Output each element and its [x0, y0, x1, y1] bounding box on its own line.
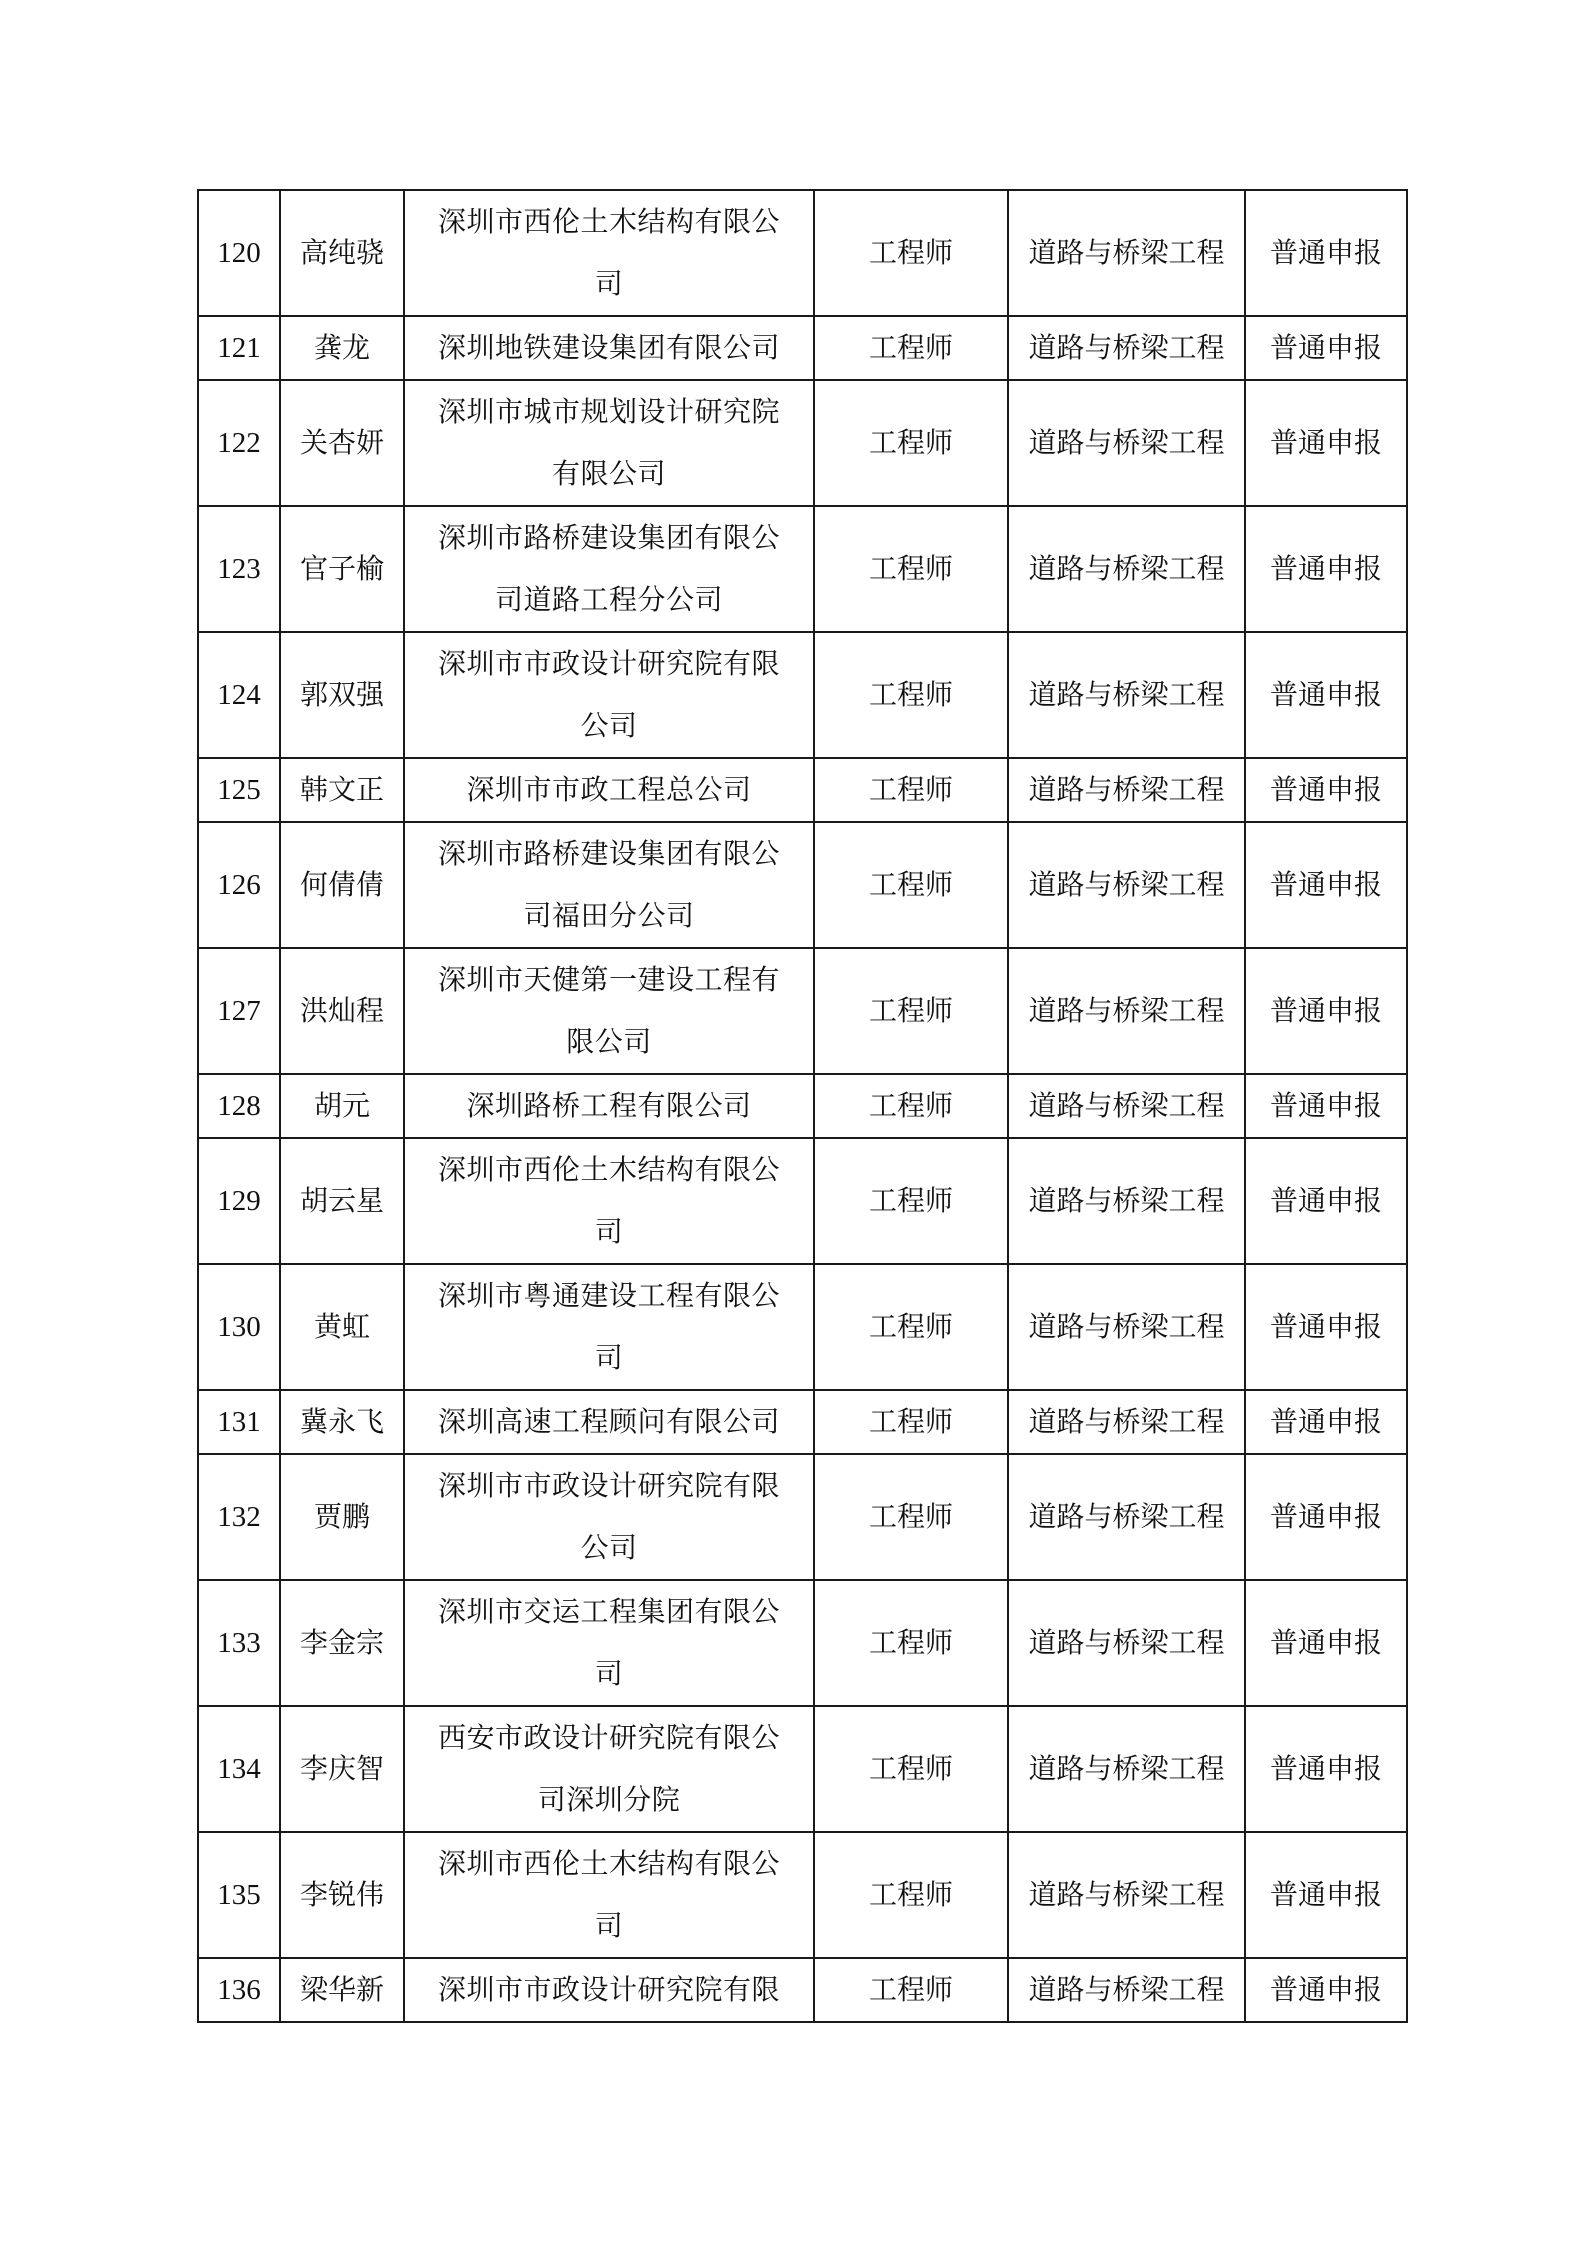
application-type-cell: 普通申报 — [1245, 380, 1407, 506]
specialty-cell: 道路与桥梁工程 — [1008, 316, 1245, 380]
table-row — [198, 822, 1407, 948]
serial-number-cell: 135 — [198, 1832, 280, 1958]
application-type-cell: 普通申报 — [1245, 1580, 1407, 1706]
professional-title-cell: 工程师 — [814, 1832, 1008, 1958]
professional-title-cell: 工程师 — [814, 632, 1008, 758]
organization-cell: 深圳市路桥建设集团有限公司道路工程分公司 — [404, 506, 814, 632]
professional-title-cell: 工程师 — [814, 1706, 1008, 1832]
specialty-cell: 道路与桥梁工程 — [1008, 506, 1245, 632]
organization-cell: 深圳市西伦土木结构有限公司 — [404, 1832, 814, 1958]
organization-cell: 深圳市西伦土木结构有限公司 — [404, 1138, 814, 1264]
applicant-table-body — [198, 190, 1407, 2022]
organization-cell: 深圳市路桥建设集团有限公司福田分公司 — [404, 822, 814, 948]
serial-number-cell: 136 — [198, 1958, 280, 2022]
organization-cell: 深圳市粤通建设工程有限公司 — [404, 1264, 814, 1390]
organization-cell: 深圳市城市规划设计研究院有限公司 — [404, 380, 814, 506]
serial-number-cell: 128 — [198, 1074, 280, 1138]
professional-title-cell: 工程师 — [814, 1264, 1008, 1390]
table-row — [198, 1138, 1407, 1264]
professional-title-cell: 工程师 — [814, 948, 1008, 1074]
serial-number-cell: 127 — [198, 948, 280, 1074]
application-type-cell: 普通申报 — [1245, 1706, 1407, 1832]
organization-cell: 深圳市市政设计研究院有限 — [404, 1958, 814, 2022]
application-type-cell: 普通申报 — [1245, 190, 1407, 316]
organization-cell: 西安市政设计研究院有限公司深圳分院 — [404, 1706, 814, 1832]
table-row — [198, 758, 1407, 822]
professional-title-cell: 工程师 — [814, 1138, 1008, 1264]
specialty-cell: 道路与桥梁工程 — [1008, 1580, 1245, 1706]
application-type-cell: 普通申报 — [1245, 506, 1407, 632]
application-type-cell: 普通申报 — [1245, 1138, 1407, 1264]
serial-number-cell: 123 — [198, 506, 280, 632]
application-type-cell: 普通申报 — [1245, 1390, 1407, 1454]
applicant-name-cell: 梁华新 — [280, 1958, 404, 2022]
serial-number-cell: 120 — [198, 190, 280, 316]
table-row — [198, 190, 1407, 316]
organization-cell: 深圳高速工程顾问有限公司 — [404, 1390, 814, 1454]
organization-cell: 深圳市交运工程集团有限公司 — [404, 1580, 814, 1706]
application-type-cell: 普通申报 — [1245, 1832, 1407, 1958]
professional-title-cell: 工程师 — [814, 1074, 1008, 1138]
table-row — [198, 948, 1407, 1074]
organization-cell: 深圳市市政设计研究院有限公司 — [404, 1454, 814, 1580]
organization-cell: 深圳市市政设计研究院有限公司 — [404, 632, 814, 758]
professional-title-cell: 工程师 — [814, 506, 1008, 632]
application-type-cell: 普通申报 — [1245, 948, 1407, 1074]
professional-title-cell: 工程师 — [814, 1454, 1008, 1580]
applicant-name-cell: 郭双强 — [280, 632, 404, 758]
professional-title-cell: 工程师 — [814, 1390, 1008, 1454]
serial-number-cell: 121 — [198, 316, 280, 380]
applicant-name-cell: 韩文正 — [280, 758, 404, 822]
applicant-name-cell: 李锐伟 — [280, 1832, 404, 1958]
serial-number-cell: 131 — [198, 1390, 280, 1454]
application-type-cell: 普通申报 — [1245, 1454, 1407, 1580]
table-row — [198, 1580, 1407, 1706]
professional-title-cell: 工程师 — [814, 380, 1008, 506]
organization-cell: 深圳地铁建设集团有限公司 — [404, 316, 814, 380]
applicant-name-cell: 洪灿程 — [280, 948, 404, 1074]
applicant-name-cell: 胡云星 — [280, 1138, 404, 1264]
serial-number-cell: 130 — [198, 1264, 280, 1390]
applicant-name-cell: 关杏妍 — [280, 380, 404, 506]
applicant-name-cell: 官子榆 — [280, 506, 404, 632]
applicant-name-cell: 胡元 — [280, 1074, 404, 1138]
applicant-name-cell: 黄虹 — [280, 1264, 404, 1390]
serial-number-cell: 132 — [198, 1454, 280, 1580]
specialty-cell: 道路与桥梁工程 — [1008, 1454, 1245, 1580]
table-row — [198, 1390, 1407, 1454]
organization-cell: 深圳市天健第一建设工程有限公司 — [404, 948, 814, 1074]
organization-cell: 深圳市西伦土木结构有限公司 — [404, 190, 814, 316]
professional-title-cell: 工程师 — [814, 1958, 1008, 2022]
table-row — [198, 316, 1407, 380]
specialty-cell: 道路与桥梁工程 — [1008, 1832, 1245, 1958]
table-row — [198, 1958, 1407, 2022]
specialty-cell: 道路与桥梁工程 — [1008, 822, 1245, 948]
specialty-cell: 道路与桥梁工程 — [1008, 1264, 1245, 1390]
specialty-cell: 道路与桥梁工程 — [1008, 632, 1245, 758]
table-row — [198, 1832, 1407, 1958]
table-row — [198, 1074, 1407, 1138]
professional-title-cell: 工程师 — [814, 822, 1008, 948]
application-type-cell: 普通申报 — [1245, 316, 1407, 380]
applicant-name-cell: 贾鹏 — [280, 1454, 404, 1580]
specialty-cell: 道路与桥梁工程 — [1008, 1074, 1245, 1138]
specialty-cell: 道路与桥梁工程 — [1008, 1390, 1245, 1454]
specialty-cell: 道路与桥梁工程 — [1008, 948, 1245, 1074]
applicant-name-cell: 何倩倩 — [280, 822, 404, 948]
serial-number-cell: 122 — [198, 380, 280, 506]
applicant-name-cell: 李庆智 — [280, 1706, 404, 1832]
application-type-cell: 普通申报 — [1245, 632, 1407, 758]
specialty-cell: 道路与桥梁工程 — [1008, 380, 1245, 506]
table-row — [198, 506, 1407, 632]
applicant-table — [197, 189, 1408, 2023]
application-type-cell: 普通申报 — [1245, 1958, 1407, 2022]
table-row — [198, 1264, 1407, 1390]
professional-title-cell: 工程师 — [814, 190, 1008, 316]
serial-number-cell: 134 — [198, 1706, 280, 1832]
serial-number-cell: 125 — [198, 758, 280, 822]
specialty-cell: 道路与桥梁工程 — [1008, 1958, 1245, 2022]
professional-title-cell: 工程师 — [814, 758, 1008, 822]
serial-number-cell: 124 — [198, 632, 280, 758]
table-row — [198, 632, 1407, 758]
table-row — [198, 1706, 1407, 1832]
specialty-cell: 道路与桥梁工程 — [1008, 758, 1245, 822]
organization-cell: 深圳路桥工程有限公司 — [404, 1074, 814, 1138]
application-type-cell: 普通申报 — [1245, 1074, 1407, 1138]
applicant-name-cell: 高纯骁 — [280, 190, 404, 316]
specialty-cell: 道路与桥梁工程 — [1008, 1706, 1245, 1832]
specialty-cell: 道路与桥梁工程 — [1008, 1138, 1245, 1264]
application-type-cell: 普通申报 — [1245, 758, 1407, 822]
application-type-cell: 普通申报 — [1245, 1264, 1407, 1390]
serial-number-cell: 126 — [198, 822, 280, 948]
table-row — [198, 380, 1407, 506]
serial-number-cell: 133 — [198, 1580, 280, 1706]
serial-number-cell: 129 — [198, 1138, 280, 1264]
table-row — [198, 1454, 1407, 1580]
organization-cell: 深圳市市政工程总公司 — [404, 758, 814, 822]
application-type-cell: 普通申报 — [1245, 822, 1407, 948]
specialty-cell: 道路与桥梁工程 — [1008, 190, 1245, 316]
applicant-name-cell: 冀永飞 — [280, 1390, 404, 1454]
applicant-name-cell: 李金宗 — [280, 1580, 404, 1706]
applicant-name-cell: 龚龙 — [280, 316, 404, 380]
professional-title-cell: 工程师 — [814, 316, 1008, 380]
professional-title-cell: 工程师 — [814, 1580, 1008, 1706]
